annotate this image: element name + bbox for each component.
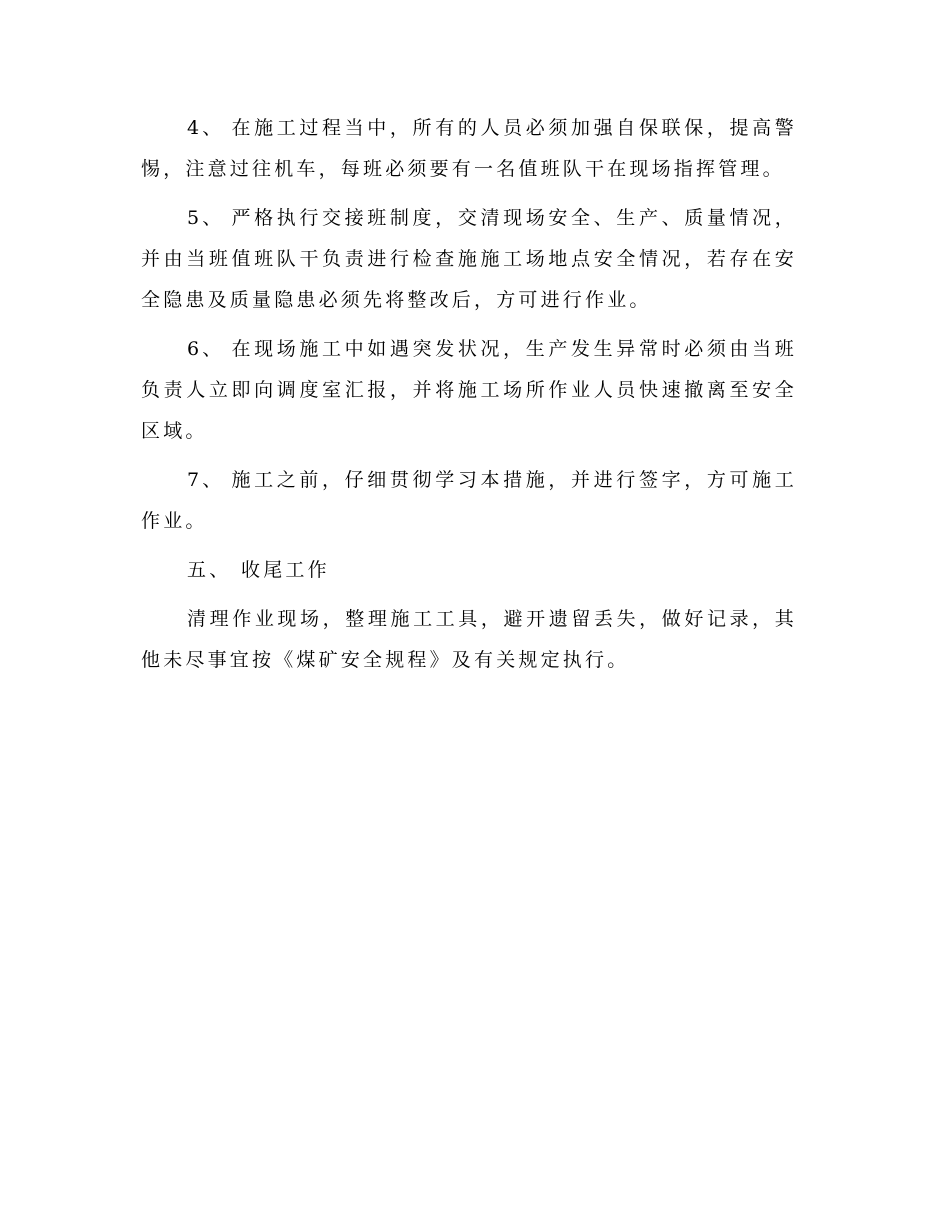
item-number: 6、 xyxy=(187,338,225,360)
item-number: 4、 xyxy=(187,117,225,139)
section-number: 五、 xyxy=(187,559,232,581)
document-body xyxy=(141,108,797,689)
item-text: 严格执行交接班制度，交清现场安全、生产、质量情况，并由当班值班队干负责进行检查施施工场地点安全情况，若存在安全隐患及质量隐患必须先将整改后，方可进行作业。 xyxy=(141,207,797,311)
closing-paragraph: 清理作业现场，整理施工工具，避开遗留丢失，做好记录，其他未尽事宜按《煤矿安全规程》及有关规定执行。 xyxy=(141,608,797,671)
item-text: 在施工过程当中，所有的人员必须加强自保联保，提高警惕，注意过往机车，每班必须要有一名值班队干在现场指挥管理。 xyxy=(141,117,797,180)
list-item-5 xyxy=(141,198,797,321)
item-number: 5、 xyxy=(187,207,225,229)
item-text: 在现场施工中如遇突发状况，生产发生异常时必须由当班负责人立即向调度室汇报，并将施工场所作业人员快速撤离至安全区域。 xyxy=(141,338,797,442)
item-text: 施工之前，仔细贯彻学习本措施，并进行签字，方可施工作业。 xyxy=(141,469,797,532)
list-item-6 xyxy=(141,329,797,452)
item-number: 7、 xyxy=(187,469,225,491)
section-heading xyxy=(141,550,797,591)
section-title: 收尾工作 xyxy=(241,559,330,581)
list-item-7 xyxy=(141,460,797,542)
list-item-4 xyxy=(141,108,797,190)
